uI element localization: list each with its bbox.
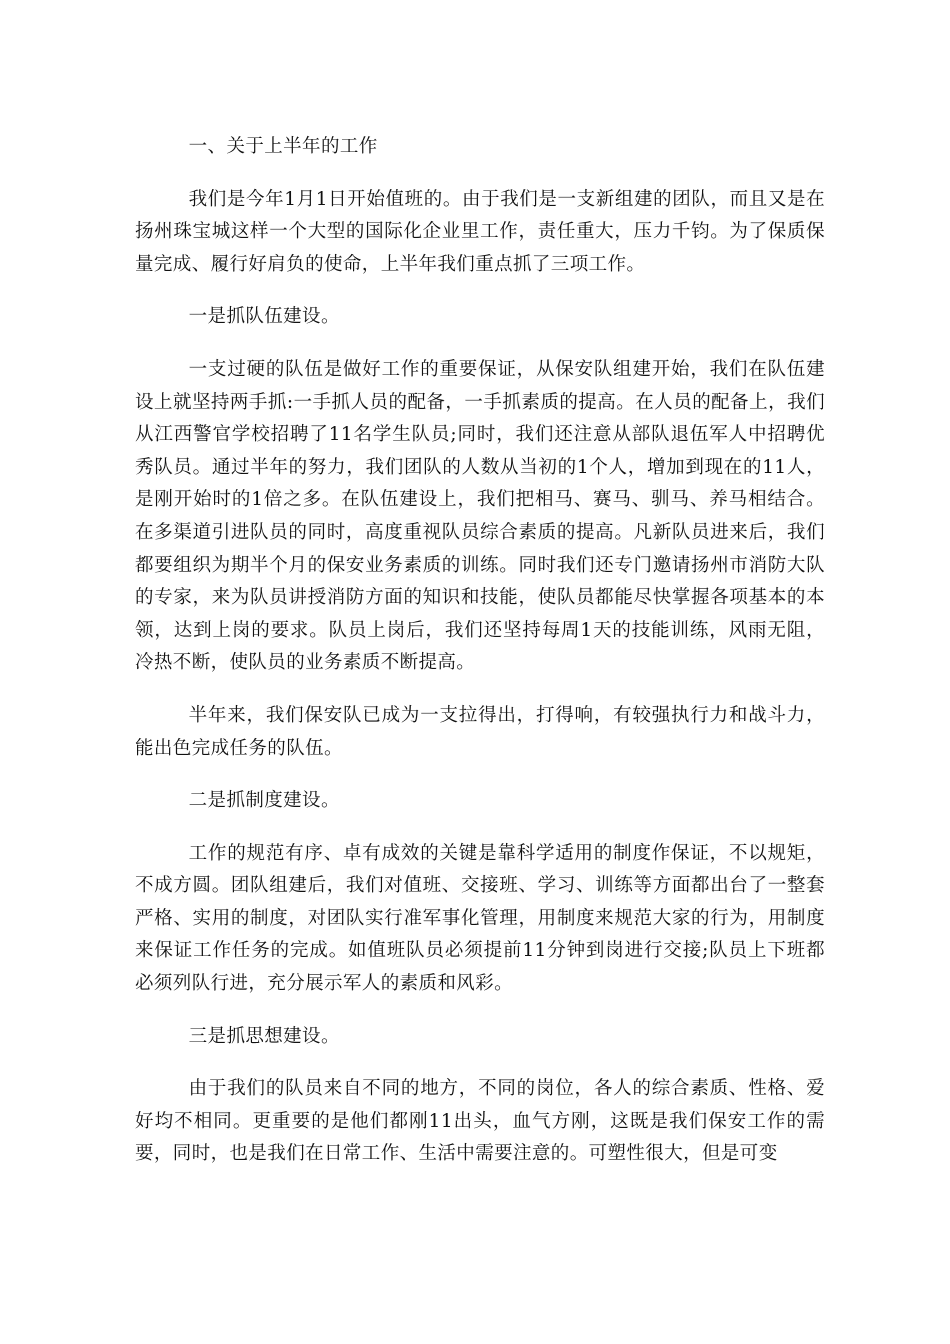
body-paragraph: 我们是今年1月1日开始值班的。由于我们是一支新组建的团队，而且又是在扬州珠宝城这样一个大型的国际化企业里工作，责任重大，压力千钧。为了保质保量完成、履行好肩负的使命，上半年我们重点抓了三项工作。 xyxy=(135,188,825,275)
body-paragraph: 一支过硬的队伍是做好工作的重要保证，从保安队组建开始，我们在队伍建设上就坚持两手抓:一手抓人员的配备，一手抓素质的提高。在人员的配备上，我们从江西警官学校招聘了11名学生队员;同时，我们还注意从部队退伍军人中招聘优秀队员。通过半年的努力，我们团队的人数从当初的1个人，增加到现在的11人，是刚开始时的1倍之多。在队伍建设上，我们把相马、赛马、驯马、养马相结合。在多渠道引进队员的同时，高度重视队员综合素质的提高。凡新队员进来后，我们都要组织为期半个月的保安业务素质的训练。同时我们还专门邀请扬州市消防大队的专家，来为队员讲授消防方面的知识和技能，使队员都能尽快掌握各项基本的本领，达到上岗的要求。队员上岗后，我们还坚持每周1天的技能训练，风雨无阻，冷热不断，使队员的业务素质不断提高。 xyxy=(135,358,825,674)
body-paragraph: 半年来，我们保安队已成为一支拉得出，打得响，有较强执行力和战斗力，能出色完成任务的队伍。 xyxy=(135,704,825,759)
section-heading: 一、关于上半年的工作 xyxy=(188,136,378,157)
subsection-heading: 三是抓思想建设。 xyxy=(188,1025,340,1047)
body-paragraph: 工作的规范有序、卓有成效的关键是靠科学适用的制度作保证，不以规矩，不成方圆。团队组建后，我们对值班、交接班、学习、训练等方面都出台了一整套严格、实用的制度，对团队实行准军事化管理，用制度来规范大家的行为，用制度来保证工作任务的完成。如值班队员必须提前11分钟到岗进行交接;队员上下班都必须列队行进，充分展示军人的素质和风彩。 xyxy=(135,842,825,995)
subsection-heading: 一是抓队伍建设。 xyxy=(188,306,340,328)
body-paragraph: 由于我们的队员来自不同的地方，不同的岗位，各人的综合素质、性格、爱好均不相同。更重要的是他们都刚11出头，血气方刚，这既是我们保安工作的需要，同时，也是我们在日常工作、生活中需要注意的。可塑性很大，但是可变 xyxy=(135,1078,825,1165)
document-body xyxy=(135,131,825,1191)
subsection-heading: 二是抓制度建设。 xyxy=(188,790,340,812)
